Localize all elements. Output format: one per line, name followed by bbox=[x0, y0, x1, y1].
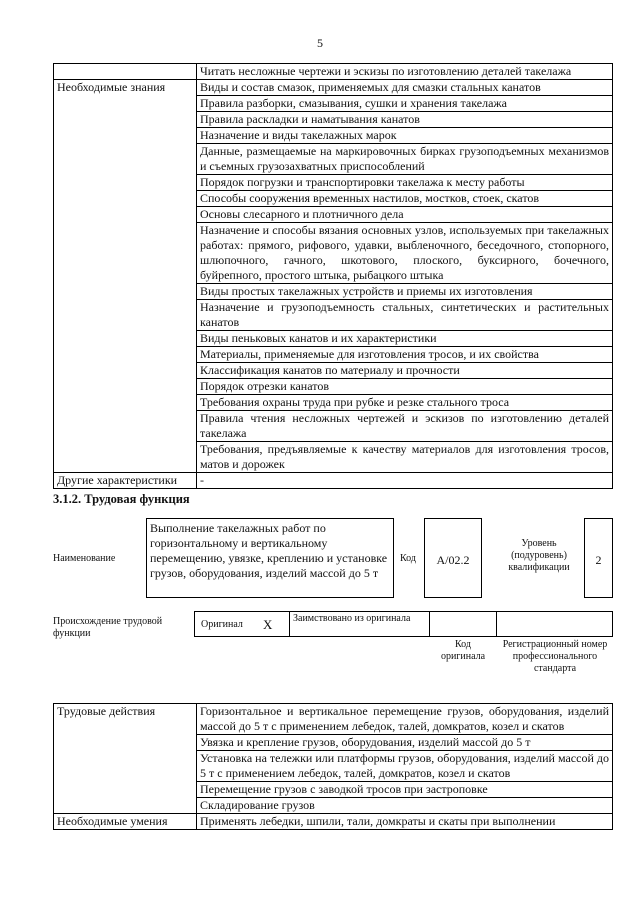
table-cell: Требования охраны труда при рубке и резке стального троса bbox=[197, 395, 613, 411]
reg-number-box bbox=[496, 611, 613, 637]
table-cell: Порядок отрезки канатов bbox=[197, 379, 613, 395]
name-label: Наименование bbox=[53, 553, 116, 564]
original-mark: X bbox=[263, 617, 273, 632]
table-cell: Виды и состав смазок, применяемых для смазки стальных канатов bbox=[197, 80, 613, 96]
table-cell: Складирование грузов bbox=[197, 798, 613, 814]
original-code-box bbox=[429, 611, 497, 637]
borrowed-box bbox=[289, 611, 430, 637]
table-row bbox=[54, 814, 613, 830]
skills-label: Необходимые умения bbox=[54, 814, 197, 830]
knowledge-table bbox=[53, 63, 613, 489]
level-box bbox=[584, 518, 613, 598]
table-cell: Правила разборки, смазывания, сушки и хранения такелажа bbox=[197, 96, 613, 112]
table-cell: Назначение и способы вязания основных узлов, используемых при такелажных работах: прямого, рифового, удавки, выбленочного, беседочного, стопорного, шлюпочного, гачного, шкотового, плоского, буксирного, бочечного, буйрепного, простого штыка, рыбацкого штыка bbox=[197, 223, 613, 284]
table-cell: Установка на тележки или платформы грузов, оборудования, изделий массой до 5 т с применением лебедок, талей, домкратов, козел и скатов bbox=[197, 751, 613, 782]
section-heading: 3.1.2. Трудовая функция bbox=[53, 492, 190, 506]
table-cell: Назначение и виды такелажных марок bbox=[197, 128, 613, 144]
table-cell: Виды пеньковых канатов и их характеристики bbox=[197, 331, 613, 347]
table-cell: Порядок погрузки и транспортировки такелажа к месту работы bbox=[197, 175, 613, 191]
code-label: Код bbox=[400, 553, 416, 564]
reg-caption: Регистрационный номер профессионального стандарта bbox=[502, 639, 608, 674]
table-cell: Увязка и крепление грузов, оборудования, изделий массой до 5 т bbox=[197, 735, 613, 751]
original-label: Оригинал bbox=[201, 619, 243, 630]
table-cell: Правила чтения несложных чертежей и эскизов по изготовлению деталей такелажа bbox=[197, 411, 613, 442]
knowledge-label: Необходимые знания bbox=[54, 80, 197, 473]
table-row bbox=[54, 80, 613, 96]
function-name-box bbox=[146, 518, 394, 598]
table-row bbox=[54, 64, 613, 80]
borrowed-label: Заимствовано из оригинала bbox=[293, 613, 411, 624]
origin-label: Происхождение трудовой функции bbox=[53, 616, 163, 639]
actions-label: Трудовые действия bbox=[54, 704, 197, 814]
table-cell: Применять лебедки, шпили, тали, домкраты и скаты при выполнении bbox=[197, 814, 613, 830]
table-cell: Назначение и грузоподъемность стальных, синтетических и растительных канатов bbox=[197, 300, 613, 331]
table-cell: Способы сооружения временных настилов, мостков, стоек, скатов bbox=[197, 191, 613, 207]
table-row bbox=[54, 704, 613, 735]
function-name: Выполнение такелажных работ по горизонтальному и вертикальному перемещению, увязке, креплению и установке грузов, оборудования, изделий массой до 5 т bbox=[150, 521, 388, 580]
level-label: Уровень (подуровень) квалификации bbox=[508, 538, 570, 573]
code-value: A/02.2 bbox=[436, 553, 470, 567]
table-cell: Виды простых такелажных устройств и приемы их изготовления bbox=[197, 284, 613, 300]
table-row bbox=[54, 473, 613, 489]
table-cell: Правила раскладки и наматывания канатов bbox=[197, 112, 613, 128]
level-value: 2 bbox=[595, 553, 602, 567]
table-cell: Требования, предъявляемые к качеству материалов для изготовления тросов, матов и дорожек bbox=[197, 442, 613, 473]
actions-table bbox=[53, 703, 613, 830]
table-cell: Данные, размещаемые на маркировочных бирках грузоподъемных механизмов и съемных грузозахватных приспособлений bbox=[197, 144, 613, 175]
table-cell: Горизонтальное и вертикальное перемещение грузов, оборудования, изделий массой до 5 т с применением лебедок, талей, домкратов, козел и скатов bbox=[197, 704, 613, 735]
code-box bbox=[424, 518, 482, 598]
other-label: Другие характеристики bbox=[54, 473, 197, 489]
table-cell: Перемещение грузов с заводкой тросов при застроповке bbox=[197, 782, 613, 798]
original-box bbox=[194, 611, 290, 637]
table-cell: Читать несложные чертежи и эскизы по изготовлению деталей такелажа bbox=[197, 64, 613, 80]
table-cell: Материалы, применяемые для изготовления тросов, и их свойства bbox=[197, 347, 613, 363]
other-value: - bbox=[197, 473, 613, 489]
code-caption: Код оригинала bbox=[440, 639, 486, 662]
page-number: 5 bbox=[317, 36, 323, 50]
table-cell: Основы слесарного и плотничного дела bbox=[197, 207, 613, 223]
empty-cell bbox=[54, 64, 197, 80]
table-cell: Классификация канатов по материалу и прочности bbox=[197, 363, 613, 379]
